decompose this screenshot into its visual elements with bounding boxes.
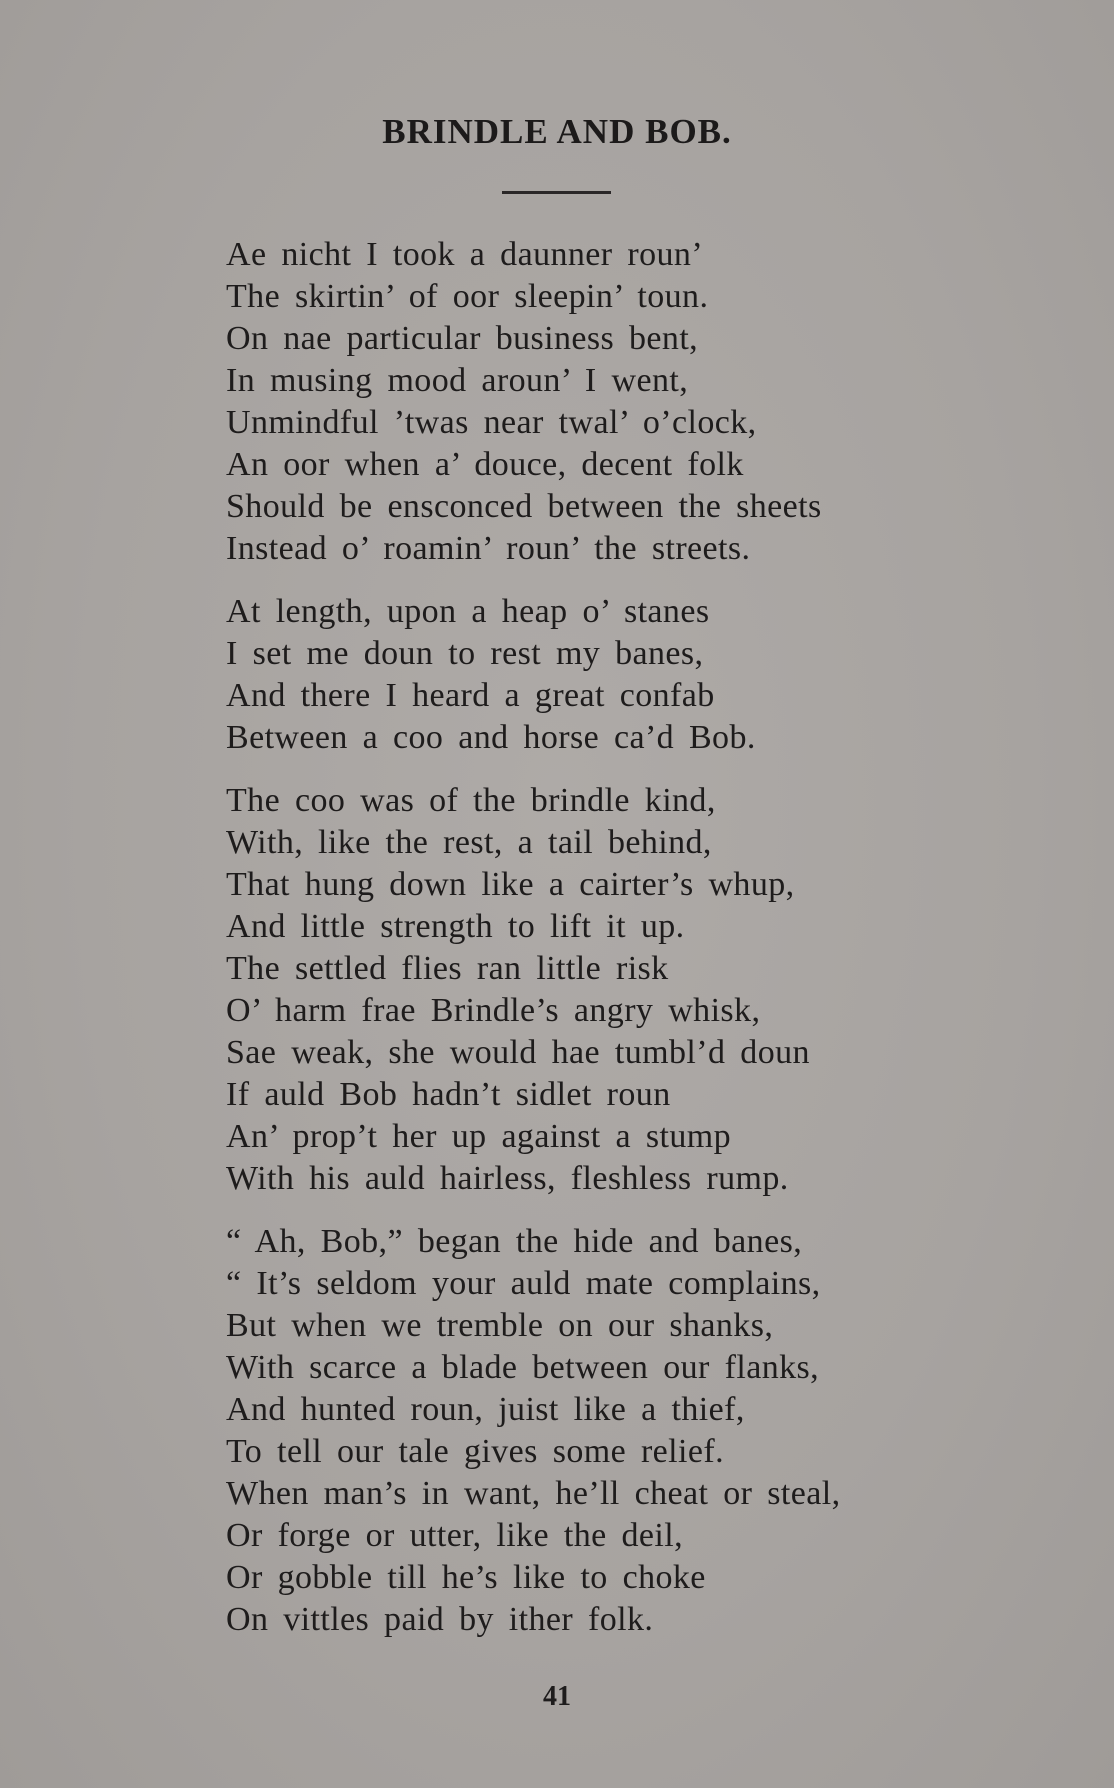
poem-title: BRINDLE AND BOB. <box>382 112 732 151</box>
poem-line: With, like the rest, a tail behind, <box>226 824 712 861</box>
poem-line: An oor when a’ douce, decent folk <box>226 446 744 483</box>
stanza <box>226 591 906 759</box>
poem-line: And hunted roun, juist like a thief, <box>226 1391 745 1428</box>
poem-line: Or gobble till he’s like to choke <box>226 1559 706 1596</box>
poem-line: Instead o’ roamin’ roun’ the streets. <box>226 530 751 567</box>
poem-line: Ae nicht I took a daunner roun’ <box>226 236 704 273</box>
poem-line: With his auld hairless, fleshless rump. <box>226 1160 789 1197</box>
poem-line: That hung down like a cairter’s whup, <box>226 866 795 903</box>
poem-line: The skirtin’ of oor sleepin’ toun. <box>226 278 709 315</box>
poem-line: Unmindful ’twas near twal’ o’clock, <box>226 404 757 441</box>
stanza <box>226 780 906 1200</box>
poem-line: The coo was of the brindle kind, <box>226 782 716 819</box>
poem-line: Between a coo and horse ca’d Bob. <box>226 719 756 756</box>
poem-line: I set me doun to rest my banes, <box>226 635 704 672</box>
page-number: 41 <box>543 1681 571 1712</box>
poem-line: “ Ah, Bob,” began the hide and banes, <box>226 1223 803 1260</box>
poem-line: If auld Bob hadn’t sidlet roun <box>226 1076 671 1113</box>
poem-line: With scarce a blade between our flanks, <box>226 1349 820 1386</box>
poem-line: But when we tremble on our shanks, <box>226 1307 774 1344</box>
poem-line: And little strength to lift it up. <box>226 908 685 945</box>
poem-line: The settled flies ran little risk <box>226 950 669 987</box>
poem-line: On vittles paid by ither folk. <box>226 1601 654 1638</box>
stanza <box>226 1221 906 1641</box>
poem-line: Sae weak, she would hae tumbl’d doun <box>226 1034 810 1071</box>
poem-line: “ It’s seldom your auld mate complains, <box>226 1265 821 1302</box>
poem-line: And there I heard a great confab <box>226 677 715 714</box>
poem-line: In musing mood aroun’ I went, <box>226 362 689 399</box>
title-divider <box>502 191 611 194</box>
poem-line: When man’s in want, he’ll cheat or steal, <box>226 1475 841 1512</box>
stanza <box>226 234 906 570</box>
poem-line: On nae particular business bent, <box>226 320 699 357</box>
poem-line: To tell our tale gives some relief. <box>226 1433 724 1470</box>
poem-line: Or forge or utter, like the deil, <box>226 1517 683 1554</box>
poem-line: Should be ensconced between the sheets <box>226 488 822 525</box>
poem-body <box>226 234 906 1641</box>
poem-line: An’ prop’t her up against a stump <box>226 1118 731 1155</box>
poem-line: O’ harm frae Brindle’s angry whisk, <box>226 992 761 1029</box>
poem-line: At length, upon a heap o’ stanes <box>226 593 710 630</box>
